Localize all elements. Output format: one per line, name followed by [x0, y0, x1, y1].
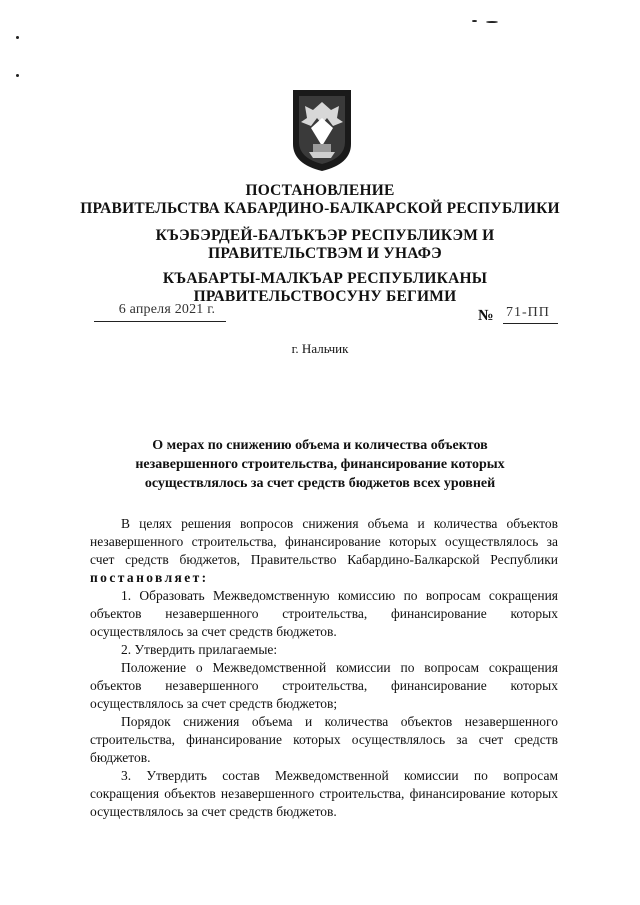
issuing-authority-balkar: КЪАБАРТЫ-МАЛКЪАР РЕСПУБЛИКАНЫ ПРАВИТЕЛЬСТВОСУНУ БЕГИМИ [162, 270, 488, 305]
item-2b-paragraph: Порядок снижения объема и количества объектов незавершенного строительства, финансирование которых осуществлялось за счет средств бюджетов. [90, 714, 558, 765]
coat-of-arms-emblem [291, 88, 353, 172]
item-2-paragraph: 2. Утвердить прилагаемые: [121, 642, 278, 657]
decree-word: постановляет: [90, 570, 209, 585]
scan-speck [16, 74, 19, 77]
issuing-authority-kabardian: КЪЭБЭРДЕЙ-БАЛЪКЪЭР РЕСПУБЛИКЭМ И ПРАВИТЕЛЬСТВЭМ И УНАФЭ [155, 227, 495, 262]
scan-speck [16, 36, 19, 39]
item-1-paragraph: 1. Образовать Межведомственную комиссию по вопросам сокращения объектов незавершенного строительства, финансирование которых осуществлялось за счет средств бюджетов. [90, 588, 558, 639]
document-city: г. Нальчик [291, 341, 349, 356]
issuing-authority: ПРАВИТЕЛЬСТВА КАБАРДИНО-БАЛКАРСКОЙ РЕСПУБЛИКИ [80, 200, 560, 217]
date-underline [94, 321, 226, 322]
item-2a-paragraph: Положение о Межведомственной комиссии по вопросам сокращения объектов незавершенного строительства, финансирование которых осуществлялось за счет средств бюджетов; [90, 660, 558, 711]
intro-text: В целях решения вопросов снижения объема и количества объектов незавершенного строительства, финансирование которых осуществлялось за счет средств бюджетов, Правительство Кабардино-Балкарской Республики [90, 516, 558, 567]
document-type: ПОСТАНОВЛЕНИЕ [245, 182, 395, 199]
number-underline [503, 323, 558, 324]
number-label: № [478, 307, 494, 324]
document-number: 71-ПП [506, 305, 550, 320]
document-date: 6 апреля 2021 г. [118, 302, 216, 317]
item-3-paragraph: 3. Утвердить состав Межведомственной комиссии по вопросам сокращения объектов незавершенного строительства, финансирование которых осуществлялось за счет средств бюджетов. [90, 768, 558, 819]
intro-paragraph [90, 515, 558, 587]
scan-speck [472, 20, 477, 22]
document-body [90, 515, 558, 821]
scan-speck [486, 21, 498, 23]
document-title: О мерах по снижению объема и количества объектов незавершенного строительства, финансирование которых осуществлялось за счет средств бюджетов всех уровней [135, 438, 505, 491]
